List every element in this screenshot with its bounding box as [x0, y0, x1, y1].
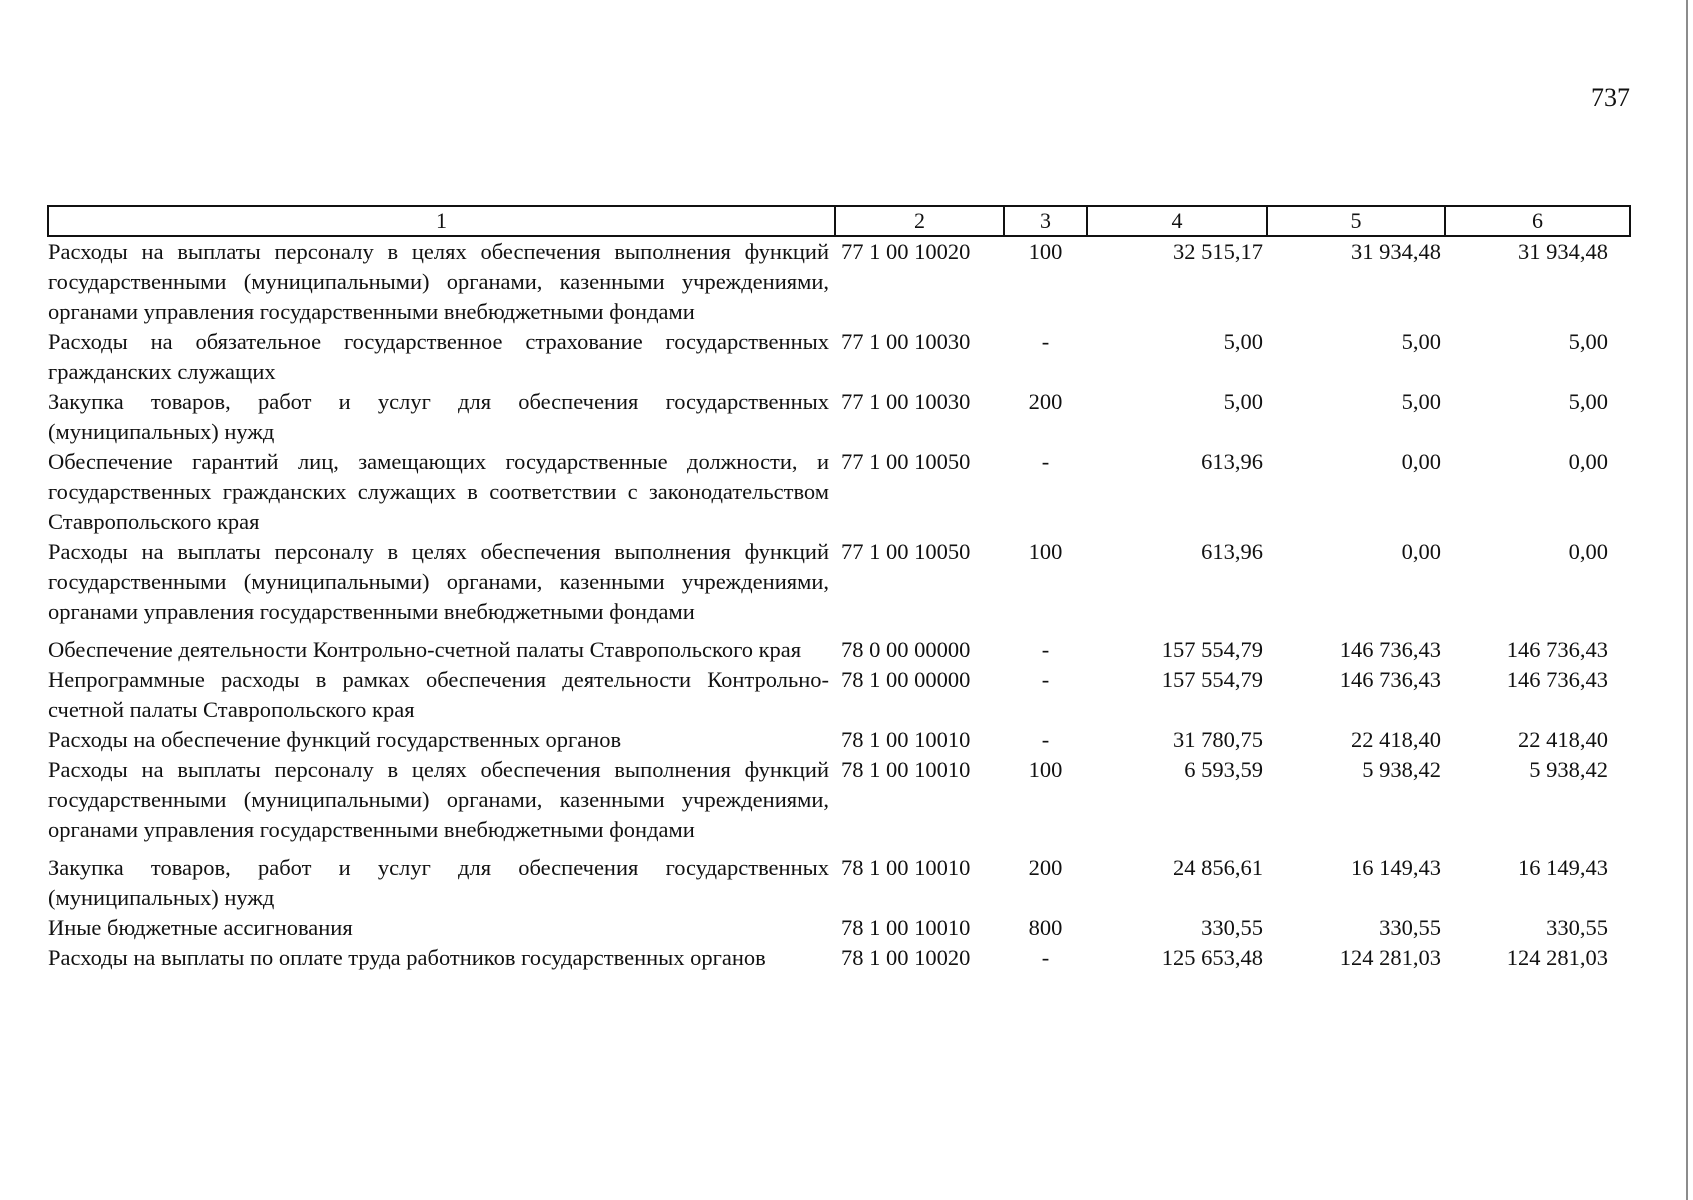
row-value-4: 157 554,79 [1161, 667, 1263, 692]
row-value-4: 125 653,48 [1161, 945, 1263, 970]
row-expense-type: - [1041, 449, 1050, 474]
row-value-6: 22 418,40 [1518, 727, 1608, 752]
row-value-4: 5,00 [1223, 389, 1263, 414]
table-row [48, 755, 1630, 845]
row-name: Закупка товаров, работ и услуг для обеспечения государственных (муниципальных) нужд [48, 855, 829, 910]
row-expense-type: - [1041, 945, 1050, 970]
row-name: Расходы на обеспечение функций государственных органов [48, 727, 622, 752]
row-code: 78 1 00 10010 [841, 757, 971, 782]
row-expense-type: 100 [1028, 539, 1063, 564]
table-row [48, 725, 1630, 755]
row-code: 77 1 00 10050 [841, 539, 971, 564]
row-value-6: 330,55 [1546, 915, 1608, 940]
column-header-5: 5 [1267, 206, 1445, 236]
row-value-5: 0,00 [1401, 449, 1441, 474]
row-value-4: 5,00 [1223, 329, 1263, 354]
row-value-5: 146 736,43 [1339, 667, 1441, 692]
row-code: 78 1 00 10010 [841, 855, 971, 880]
row-value-4: 32 515,17 [1173, 239, 1263, 264]
table-row [48, 845, 1630, 913]
row-code: 77 1 00 10030 [841, 389, 971, 414]
scan-edge-line [1686, 0, 1688, 1200]
row-value-5: 124 281,03 [1339, 945, 1441, 970]
table-row [48, 537, 1630, 627]
row-name: Расходы на выплаты персоналу в целях обеспечения выполнения функций государственными (муниципальными) органами, казенными учреждениями, органами управления государственными внебюджетными фондами [48, 539, 829, 624]
row-name: Обеспечение гарантий лиц, замещающих государственные должности, и государственных гражданских служащих в соответствии с законодательством Ставропольского края [48, 449, 829, 534]
row-code: 78 1 00 10010 [841, 915, 971, 940]
row-name: Иные бюджетные ассигнования [48, 915, 353, 940]
column-header-4: 4 [1087, 206, 1267, 236]
row-name: Обеспечение деятельности Контрольно-счетной палаты Ставропольского края [48, 637, 802, 662]
row-name: Расходы на выплаты персоналу в целях обеспечения выполнения функций государственными (муниципальными) органами, казенными учреждениями, органами управления государственными внебюджетными фондами [48, 757, 829, 842]
row-name: Непрограммные расходы в рамках обеспечения деятельности Контрольно-счетной палаты Ставропольского края [48, 667, 829, 722]
row-value-6: 146 736,43 [1506, 637, 1608, 662]
row-value-4: 330,55 [1201, 915, 1263, 940]
page-number: 737 [1591, 83, 1630, 112]
table-row [48, 327, 1630, 387]
row-code: 78 1 00 10010 [841, 727, 971, 752]
column-header-1: 1 [48, 206, 835, 236]
row-name: Закупка товаров, работ и услуг для обеспечения государственных (муниципальных) нужд [48, 389, 829, 444]
row-value-5: 0,00 [1401, 539, 1441, 564]
row-value-5: 5,00 [1401, 329, 1441, 354]
column-header-2: 2 [835, 206, 1004, 236]
row-value-5: 146 736,43 [1339, 637, 1441, 662]
row-value-4: 613,96 [1201, 449, 1263, 474]
column-header-3: 3 [1004, 206, 1087, 236]
row-value-6: 0,00 [1568, 449, 1608, 474]
table-row [48, 913, 1630, 943]
column-header-6: 6 [1445, 206, 1630, 236]
row-expense-type: 200 [1028, 389, 1063, 414]
row-value-4: 613,96 [1201, 539, 1263, 564]
row-expense-type: 200 [1028, 855, 1063, 880]
row-value-4: 24 856,61 [1173, 855, 1263, 880]
row-value-6: 124 281,03 [1506, 945, 1608, 970]
row-value-5: 31 934,48 [1351, 239, 1441, 264]
table-header [48, 206, 1630, 236]
table-row [48, 236, 1630, 327]
header-row [48, 206, 1630, 236]
table-row [48, 943, 1630, 973]
row-expense-type: - [1041, 329, 1050, 354]
table-row [48, 387, 1630, 447]
row-value-6: 31 934,48 [1518, 239, 1608, 264]
row-name: Расходы на выплаты персоналу в целях обеспечения выполнения функций государственными (муниципальными) органами, казенными учреждениями, органами управления государственными внебюджетными фондами [48, 239, 829, 324]
row-value-4: 157 554,79 [1161, 637, 1263, 662]
row-value-6: 0,00 [1568, 539, 1608, 564]
table-row [48, 665, 1630, 725]
row-code: 77 1 00 10030 [841, 329, 971, 354]
row-expense-type: - [1041, 637, 1050, 662]
row-expense-type: 100 [1028, 757, 1063, 782]
row-code: 78 1 00 10020 [841, 945, 971, 970]
row-expense-type: - [1041, 727, 1050, 752]
row-value-5: 5,00 [1401, 389, 1441, 414]
row-code: 77 1 00 10020 [841, 239, 971, 264]
row-value-5: 16 149,43 [1351, 855, 1441, 880]
row-value-4: 6 593,59 [1184, 757, 1263, 782]
row-value-5: 5 938,42 [1362, 757, 1441, 782]
row-value-6: 16 149,43 [1518, 855, 1608, 880]
budget-table [47, 205, 1631, 973]
row-name: Расходы на выплаты по оплате труда работников государственных органов [48, 945, 766, 970]
row-expense-type: 800 [1028, 915, 1063, 940]
row-value-5: 22 418,40 [1351, 727, 1441, 752]
table-body [48, 236, 1630, 973]
row-expense-type: 100 [1028, 239, 1063, 264]
row-value-6: 5,00 [1568, 389, 1608, 414]
row-expense-type: - [1041, 667, 1050, 692]
row-value-4: 31 780,75 [1173, 727, 1263, 752]
row-value-6: 5 938,42 [1529, 757, 1608, 782]
row-value-6: 146 736,43 [1506, 667, 1608, 692]
table-row [48, 627, 1630, 665]
row-value-5: 330,55 [1379, 915, 1441, 940]
row-value-6: 5,00 [1568, 329, 1608, 354]
row-code: 77 1 00 10050 [841, 449, 971, 474]
row-code: 78 0 00 00000 [841, 637, 971, 662]
row-code: 78 1 00 00000 [841, 667, 971, 692]
table-row [48, 447, 1630, 537]
row-name: Расходы на обязательное государственное страхование государственных гражданских служащих [48, 329, 829, 384]
